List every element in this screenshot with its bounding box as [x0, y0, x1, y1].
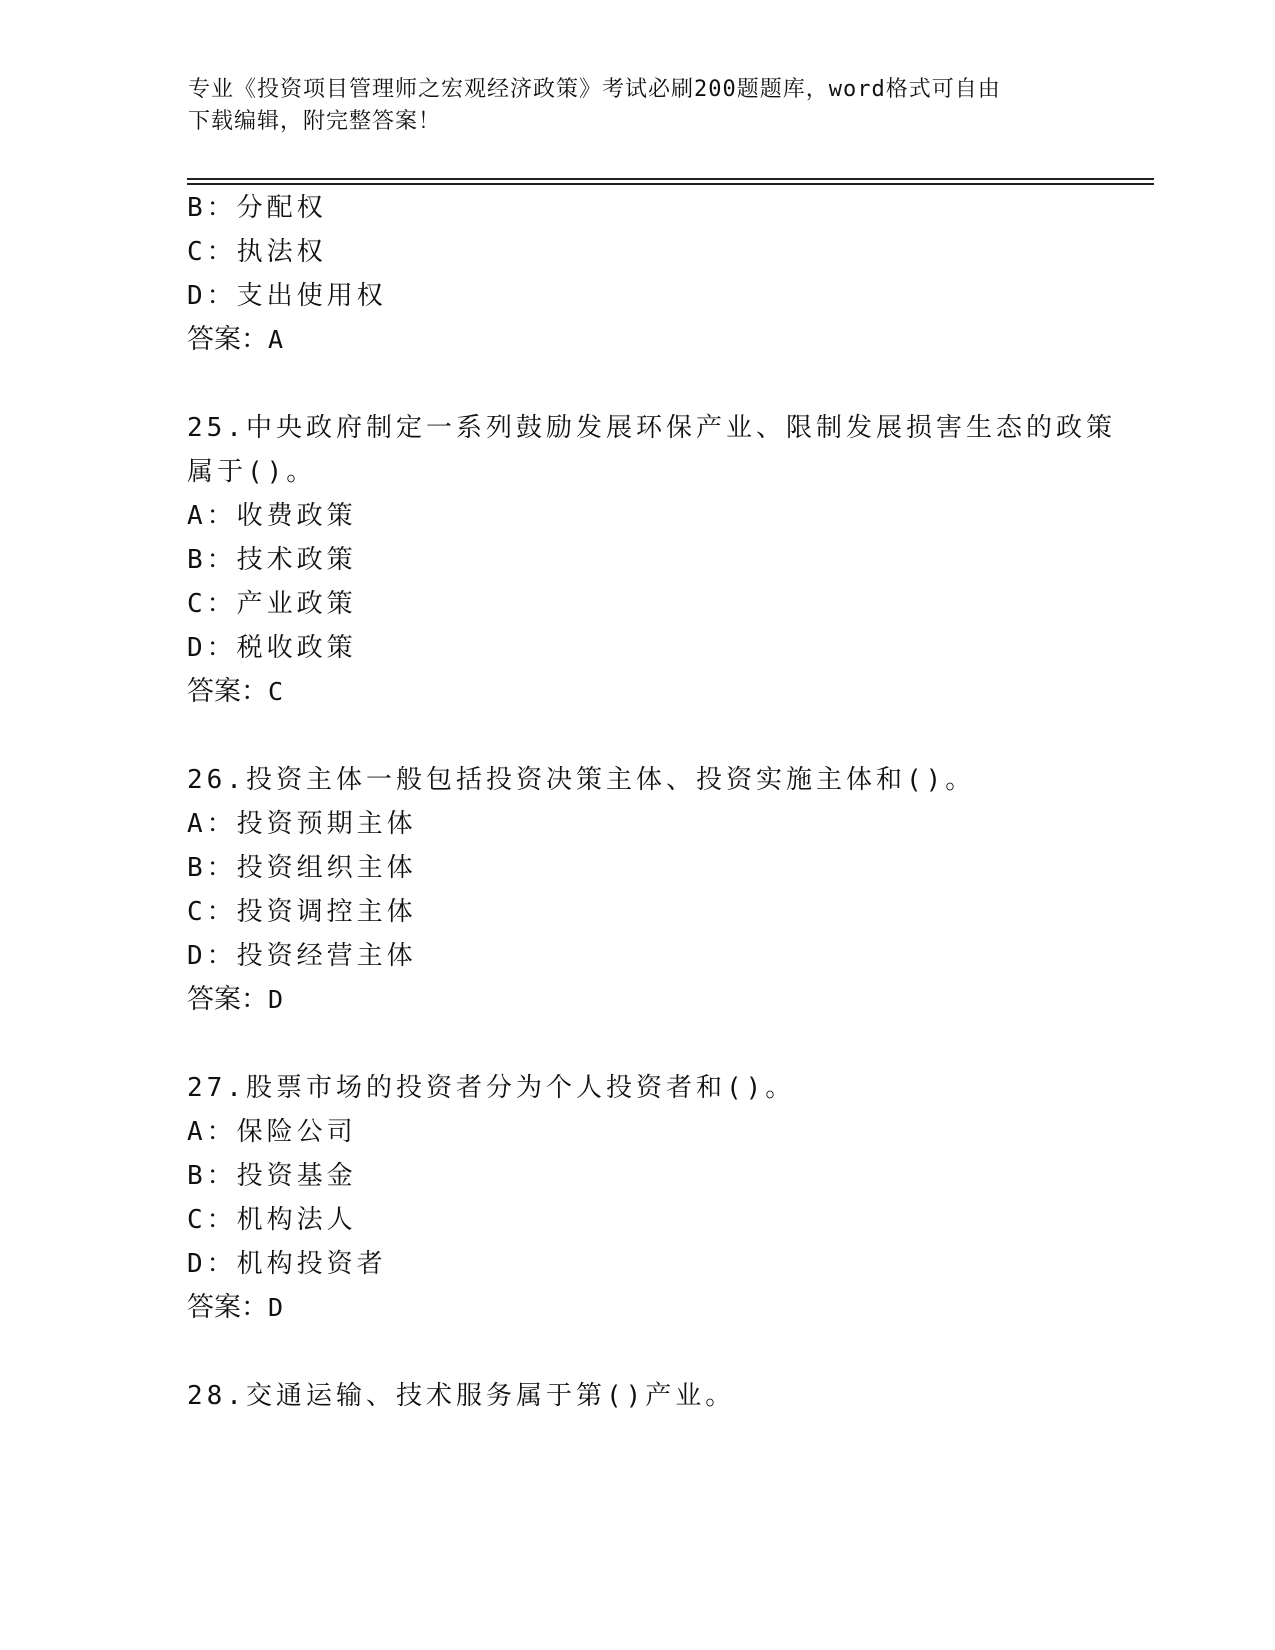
q25-option-d: D：税收政策	[187, 633, 357, 663]
q26-option-b: B：投资组织主体	[187, 853, 417, 883]
q25-option-c: C：产业政策	[187, 589, 357, 619]
q25-option-b: B：技术政策	[187, 545, 357, 575]
q24-option-b: B：分配权	[187, 193, 327, 223]
q27-option-a: A：保险公司	[187, 1117, 357, 1147]
q27-option-b: B：投资基金	[187, 1161, 357, 1191]
answer-value: A	[268, 325, 284, 354]
answer-value: D	[268, 1293, 284, 1322]
q25-stem-line-2: 属于()。	[187, 457, 317, 487]
answer-label: 答案：	[187, 1292, 268, 1323]
q27-answer	[187, 1292, 283, 1324]
answer-label: 答案：	[187, 324, 268, 355]
answer-value: C	[268, 677, 284, 706]
q25-option-a: A：收费政策	[187, 501, 357, 531]
header-divider-bottom	[187, 183, 1154, 185]
q26-option-d: D：投资经营主体	[187, 941, 417, 971]
q26-option-c: C：投资调控主体	[187, 897, 417, 927]
q27-stem-line-1: 27.股票市场的投资者分为个人投资者和()。	[187, 1073, 796, 1103]
answer-label: 答案：	[187, 676, 268, 707]
header-line-2: 下载编辑，附完整答案！	[188, 109, 442, 134]
q27-option-d: D：机构投资者	[187, 1249, 387, 1279]
q26-stem-line-1: 26.投资主体一般包括投资决策主体、投资实施主体和()。	[187, 765, 976, 795]
q25-answer	[187, 676, 283, 708]
answer-label: 答案：	[187, 984, 268, 1015]
answer-value: D	[268, 985, 284, 1014]
q24-option-c: C：执法权	[187, 237, 327, 267]
q28-stem-line-1: 28.交通运输、技术服务属于第()产业。	[187, 1381, 736, 1411]
header-line-1: 专业《投资项目管理师之宏观经济政策》考试必刷200题题库，word格式可自由	[188, 77, 1001, 102]
q27-option-c: C：机构法人	[187, 1205, 357, 1235]
q24-answer	[187, 324, 283, 356]
header-divider-top	[187, 178, 1154, 180]
q26-answer	[187, 984, 283, 1016]
q26-option-a: A：投资预期主体	[187, 809, 417, 839]
q24-option-d: D：支出使用权	[187, 281, 387, 311]
document-header	[188, 74, 1088, 138]
q25-stem-line-1: 25.中央政府制定一系列鼓励发展环保产业、限制发展损害生态的政策	[187, 413, 1116, 443]
